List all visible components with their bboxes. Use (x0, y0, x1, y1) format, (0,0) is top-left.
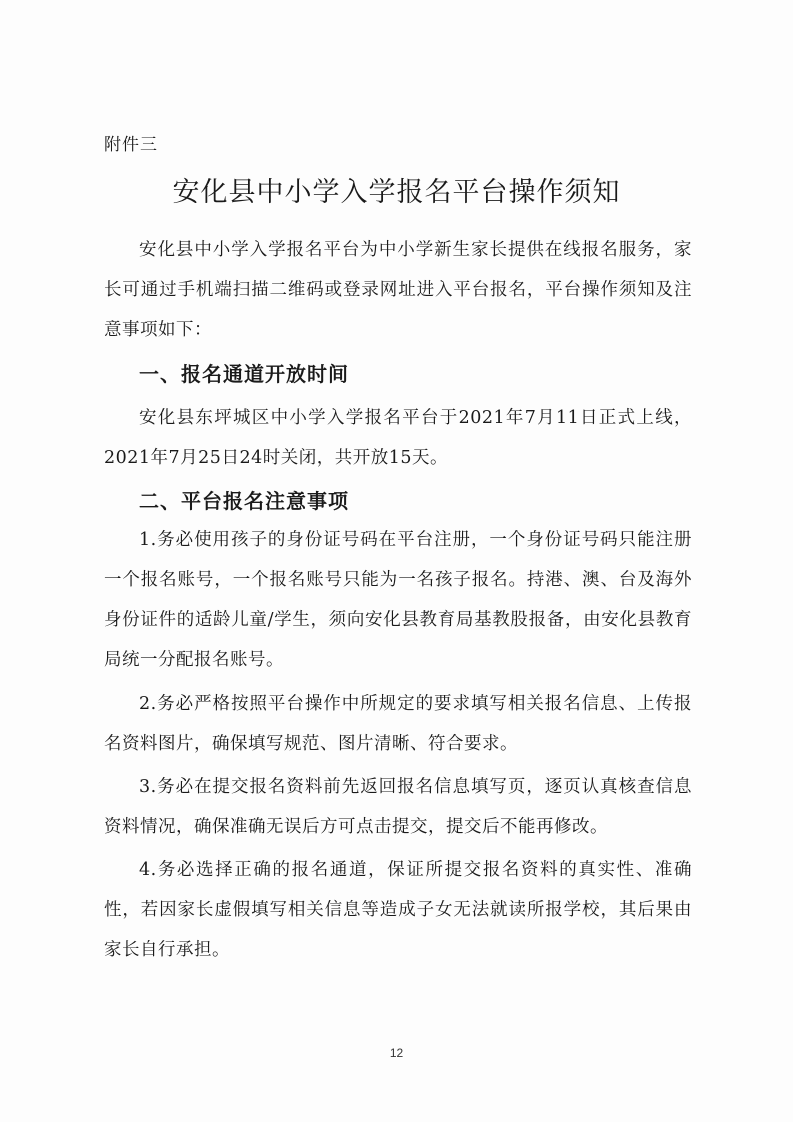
page-number: 12 (389, 1046, 404, 1060)
attachment-label: 附件三 (104, 135, 158, 155)
intro-paragraph: 安化县中小学入学报名平台为中小学新生家长提供在线报名服务，家长可通过手机端扫描二维码或登录网址进入平台报名，平台操作须知及注意事项如下： (104, 240, 692, 340)
notice-item-1: 1.务必使用孩子的身份证号码在平台注册，一个身份证号码只能注册一个报名账号，一个报名账号只能为一名孩子报名。持港、澳、台及海外身份证件的适龄儿童/学生，须向安化县教育局基教股报备，由安化县教育局统一分配报名账号。 (104, 530, 692, 670)
notice-item-3: 3.务必在提交报名资料前先返回报名信息填写页，逐页认真核查信息资料情况，确保准确无误后方可点击提交，提交后不能再修改。 (104, 777, 692, 837)
section-1-heading: 一、报名通道开放时间 (139, 362, 349, 386)
section-1-paragraph: 安化县东坪城区中小学入学报名平台于2021年7月11日正式上线，2021年7月25日24时关闭，共开放15天。 (104, 408, 692, 468)
section-2-heading: 二、平台报名注意事项 (139, 489, 349, 513)
notice-item-2: 2.务必严格按照平台操作中所规定的要求填写相关报名信息、上传报名资料图片，确保填写规范、图片清晰、符合要求。 (104, 694, 692, 754)
notice-item-4: 4.务必选择正确的报名通道，保证所提交报名资料的真实性、准确性，若因家长虚假填写相关信息等造成子女无法就读所报学校，其后果由家长自行承担。 (104, 860, 692, 960)
document-title: 安化县中小学入学报名平台操作须知 (172, 177, 621, 208)
